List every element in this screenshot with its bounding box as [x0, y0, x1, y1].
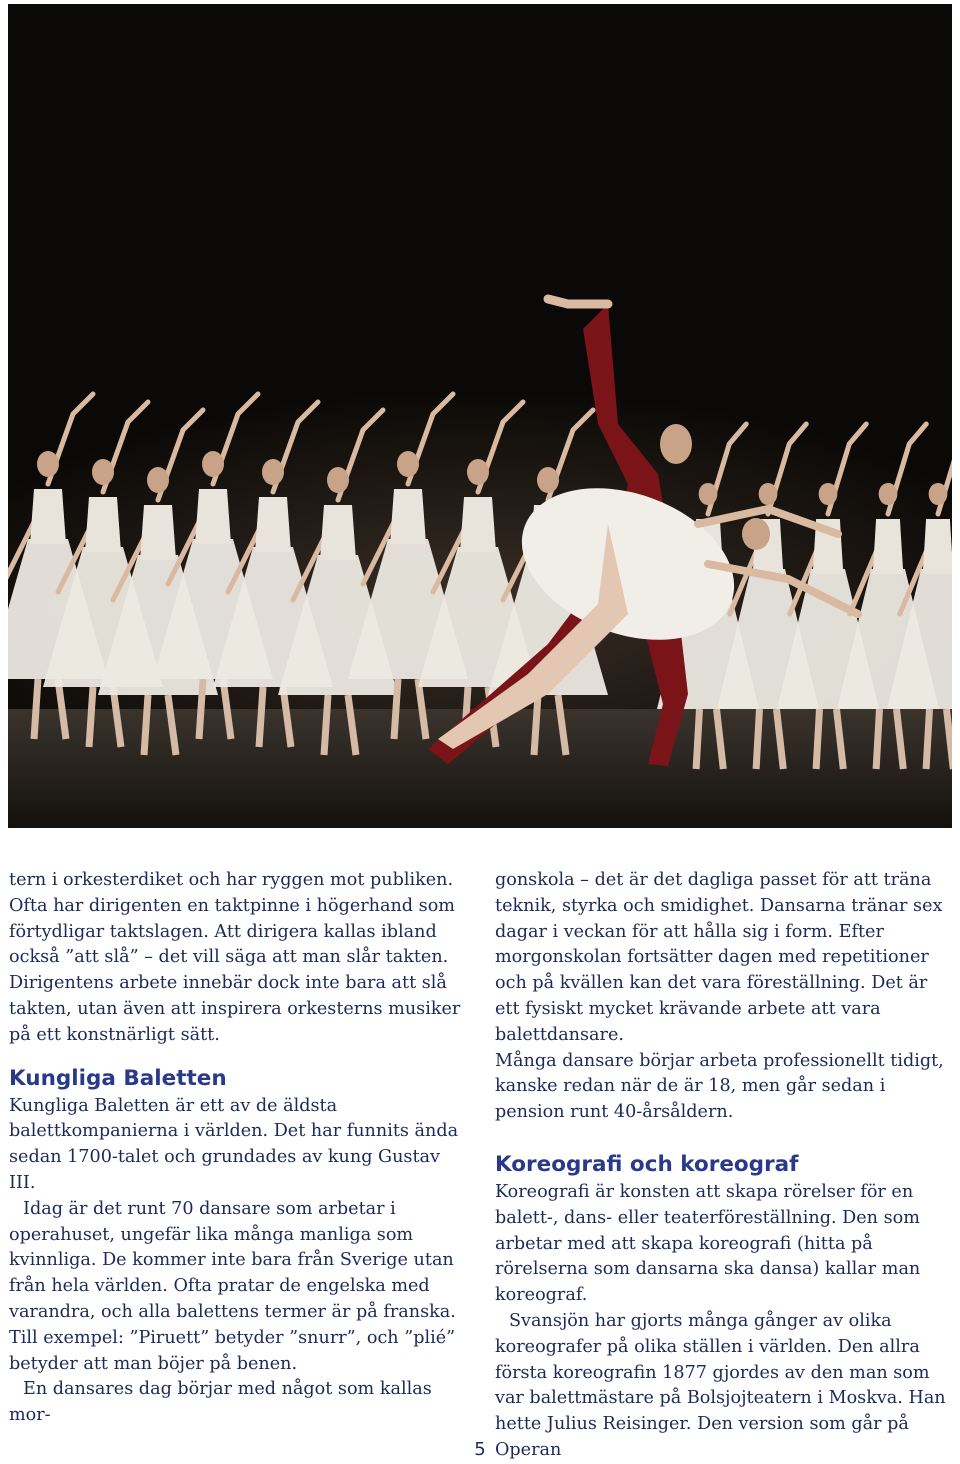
ballet-swan-lake-photo	[8, 4, 952, 828]
heading-kungliga-baletten: Kungliga Baletten	[9, 1065, 227, 1091]
paragraph-career: Många dansare börjar arbeta professionellt tidigt, kanske redan när de är 18, men går sedan i pension runt 40-årsåldern.	[495, 1050, 944, 1123]
paragraph-dancers: Idag är det runt 70 dansare som arbetar i operahuset, ungefär lika många manliga som kvinnliga. De kommer inte bara från Sverige utan från hela världen. Ofta pratar de engelska med varandra, och alla balettens termer är på franska. Till exempel: ”Piruett” betyder ”snurr”, och ”plié” betyder att man böjer på benen.	[9, 1198, 456, 1374]
right-column	[495, 868, 951, 1464]
paragraph-morning-school: gonskola – det är det dagliga passet för att träna teknik, styrka och smidighet. Dansarna tränar sex dagar i veckan för att hålla sig i form. Efter morgonskolan fortsätter dagen med repetitioner och på kvällen kan det vara föreställning. Det är ett fysiskt mycket krävande arbete att vara balettdansare.	[495, 870, 943, 1045]
heading-koreografi: Koreografi och koreograf	[495, 1151, 799, 1177]
page-number: 5	[474, 1439, 486, 1460]
left-column	[9, 868, 465, 1429]
paragraph-swan-lake: Svansjön har gjorts många gånger av olika koreografer på olika ställen i världen. Den allra första koreografin 1877 gjordes av den man som var balettmästare på Bolsjojteatern i Moskva. Han hette Julius Reisinger. Den version som går på Operan	[495, 1310, 946, 1460]
paragraph-conductor: tern i orkesterdiket och har ryggen mot publiken. Ofta har dirigenten en taktpinne i högerhand som förtydligar taktslagen. Att dirigera kallas ibland också ”att slå” – det vill säga att man slår takten. Dirigentens arbete innebär dock inte bara att slå takten, utan även att inspirera orkesterns musiker på ett konstnärligt sätt.	[9, 870, 461, 1045]
paragraph-morning-class: En dansares dag börjar med något som kallas mor-	[9, 1379, 432, 1426]
ballet-photo	[8, 4, 952, 828]
paragraph-history: Kungliga Baletten är ett av de äldsta balettkompanierna i världen. Det har funnits ända sedan 1700-talet och grundades av kung Gustav III.	[9, 1095, 459, 1193]
paragraph-choreography: Koreografi är konsten att skapa rörelser för en balett-, dans- eller teaterföreställning. Den som arbetar med att skapa koreografi (hitta på rörelserna som dansarna ska dansa) kallar man koreograf.	[495, 1181, 921, 1306]
